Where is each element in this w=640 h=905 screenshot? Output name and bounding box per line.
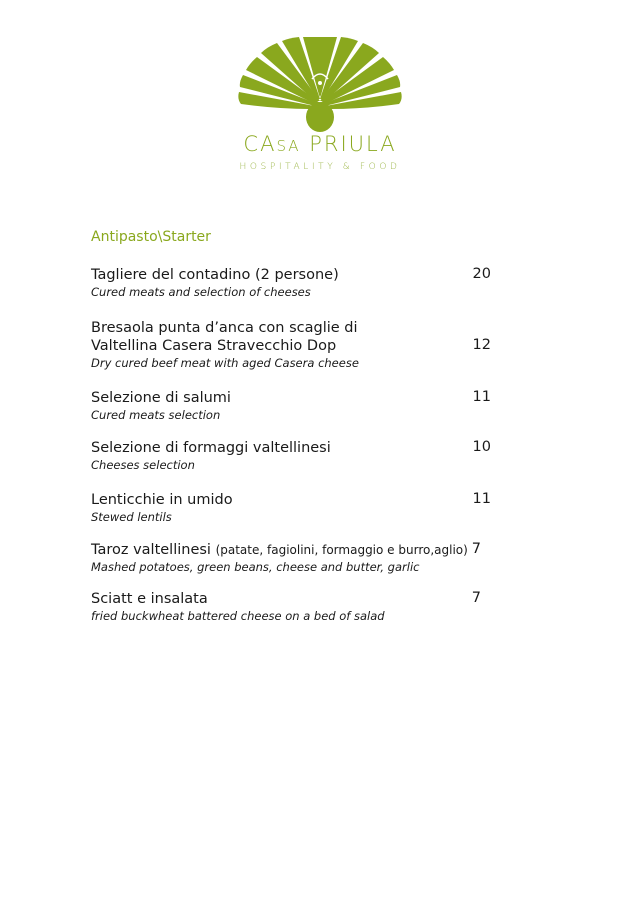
menu-item bbox=[91, 319, 491, 371]
item-name: Tagliere del contadino (2 persone) bbox=[91, 267, 339, 283]
brand-block bbox=[220, 132, 420, 172]
menu-item bbox=[91, 266, 491, 300]
item-desc: Dry cured beef meat with aged Casera cheese bbox=[91, 356, 359, 370]
item-name: Taroz valtellinesi (patate, fagiolini, formaggio e burro,aglio) bbox=[91, 542, 468, 558]
item-price: 7 bbox=[471, 541, 481, 557]
section-title: Antipasto\Starter bbox=[91, 229, 211, 245]
item-price: 12 bbox=[472, 337, 491, 353]
item-price: 11 bbox=[472, 491, 491, 507]
peacock-fan-logo-icon bbox=[237, 37, 403, 132]
item-name: Selezione di salumi bbox=[91, 390, 231, 406]
item-desc: Stewed lentils bbox=[91, 510, 172, 524]
item-price: 10 bbox=[472, 439, 491, 455]
brand-tagline: HOSPITALITY & FOOD bbox=[239, 162, 401, 172]
menu-item bbox=[91, 439, 491, 473]
item-desc: Cured meats and selection of cheeses bbox=[91, 285, 311, 299]
item-name: Bresaola punta d’anca con scaglie di bbox=[91, 320, 358, 336]
item-name: Selezione di formaggi valtellinesi bbox=[91, 440, 331, 456]
menu-item bbox=[91, 541, 491, 575]
menu-item bbox=[91, 590, 491, 624]
item-price: 11 bbox=[472, 389, 491, 405]
menu-item bbox=[91, 389, 491, 423]
item-desc: Cheeses selection bbox=[91, 458, 195, 472]
item-desc: Mashed potatoes, green beans, cheese and butter, garlic bbox=[91, 560, 420, 574]
item-name-line2: Valtellina Casera Stravecchio Dop bbox=[91, 338, 337, 354]
item-name: Lenticchie in umido bbox=[91, 492, 233, 508]
menu-item bbox=[91, 491, 491, 525]
brand-name: CASA PRIULA bbox=[243, 132, 397, 156]
item-price: 7 bbox=[471, 590, 481, 606]
item-desc: fried buckwheat battered cheese on a bed of salad bbox=[91, 609, 385, 623]
item-price: 20 bbox=[472, 266, 491, 282]
item-name: Sciatt e insalata bbox=[91, 591, 208, 607]
item-note: (patate, fagiolini, formaggio e burro,aglio) bbox=[215, 543, 468, 557]
item-desc: Cured meats selection bbox=[91, 408, 221, 422]
